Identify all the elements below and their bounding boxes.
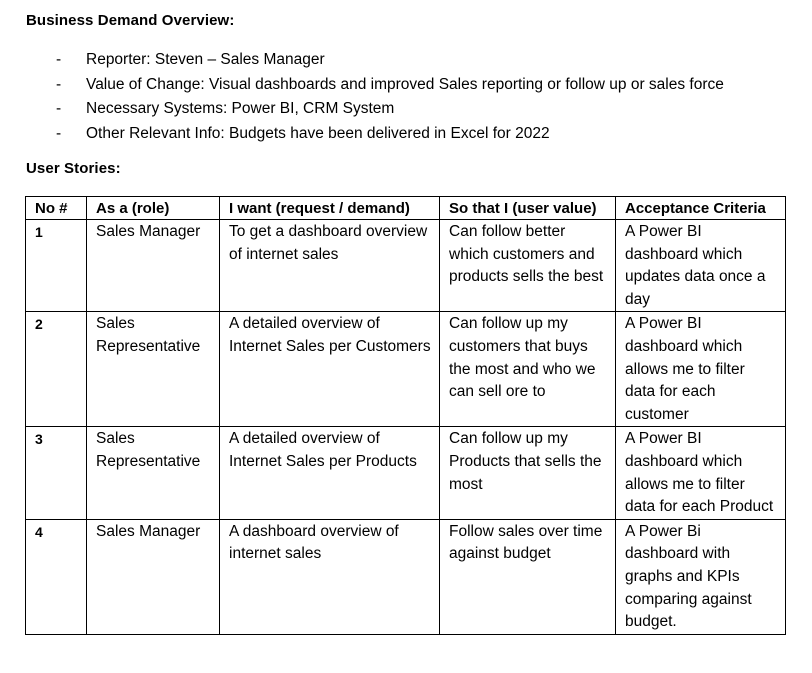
list-item bbox=[0, 48, 724, 73]
column-header-user-value: So that I (user value) bbox=[440, 197, 616, 220]
story-user-value: Can follow up my customers that buys the most and who we can sell ore to bbox=[440, 312, 616, 427]
story-acceptance: A Power BI dashboard which updates data once a day bbox=[616, 220, 786, 312]
story-number: 3 bbox=[26, 427, 87, 519]
column-header-request: I want (request / demand) bbox=[220, 197, 440, 220]
bullet-dash: - bbox=[56, 125, 62, 143]
column-header-acceptance: Acceptance Criteria bbox=[616, 197, 786, 220]
bullet-dash: - bbox=[56, 75, 62, 93]
story-request: To get a dashboard overview of internet sales bbox=[220, 220, 440, 312]
story-acceptance: A Power BI dashboard which allows me to filter data for each customer bbox=[616, 312, 786, 427]
user-stories-table bbox=[25, 196, 786, 635]
story-number: 4 bbox=[26, 519, 87, 634]
story-acceptance: A Power BI dashboard which allows me to filter data for each Product bbox=[616, 427, 786, 519]
story-role: Sales Representative bbox=[87, 312, 220, 427]
table-row bbox=[26, 312, 786, 427]
story-user-value: Can follow better which customers and products sells the best bbox=[440, 220, 616, 312]
story-request: A detailed overview of Internet Sales per Customers bbox=[220, 312, 440, 427]
story-request: A detailed overview of Internet Sales per Products bbox=[220, 427, 440, 519]
bullet-dash: - bbox=[56, 51, 62, 68]
story-acceptance: A Power Bi dashboard with graphs and KPIs comparing against budget. bbox=[616, 519, 786, 634]
list-item bbox=[0, 122, 724, 147]
demand-reporter: Reporter: Steven – Sales Manager bbox=[86, 51, 325, 68]
story-role: Sales Representative bbox=[87, 427, 220, 519]
table-row bbox=[26, 220, 786, 312]
column-header-role: As a (role) bbox=[87, 197, 220, 220]
story-role: Sales Manager bbox=[87, 220, 220, 312]
story-number: 2 bbox=[26, 312, 87, 427]
column-header-no: No # bbox=[26, 197, 87, 220]
story-user-value: Follow sales over time against budget bbox=[440, 519, 616, 634]
story-request: A dashboard overview of internet sales bbox=[220, 519, 440, 634]
table-header-row bbox=[26, 197, 786, 220]
demand-necessary-systems: Necessary Systems: Power BI, CRM System bbox=[86, 100, 395, 118]
business-demand-heading: Business Demand Overview: bbox=[26, 12, 235, 29]
story-role: Sales Manager bbox=[87, 519, 220, 634]
bullet-dash: - bbox=[56, 100, 62, 118]
list-item bbox=[0, 97, 724, 122]
user-stories-heading: User Stories: bbox=[26, 160, 121, 177]
story-user-value: Can follow up my Products that sells the most bbox=[440, 427, 616, 519]
demand-list bbox=[0, 48, 724, 147]
list-item bbox=[0, 73, 724, 98]
table-row bbox=[26, 519, 786, 634]
demand-other-info: Other Relevant Info: Budgets have been delivered in Excel for 2022 bbox=[86, 125, 550, 143]
story-number: 1 bbox=[26, 220, 87, 312]
table-row bbox=[26, 427, 786, 519]
demand-value-of-change: Value of Change: Visual dashboards and improved Sales reporting or follow up or sales force bbox=[86, 75, 724, 93]
